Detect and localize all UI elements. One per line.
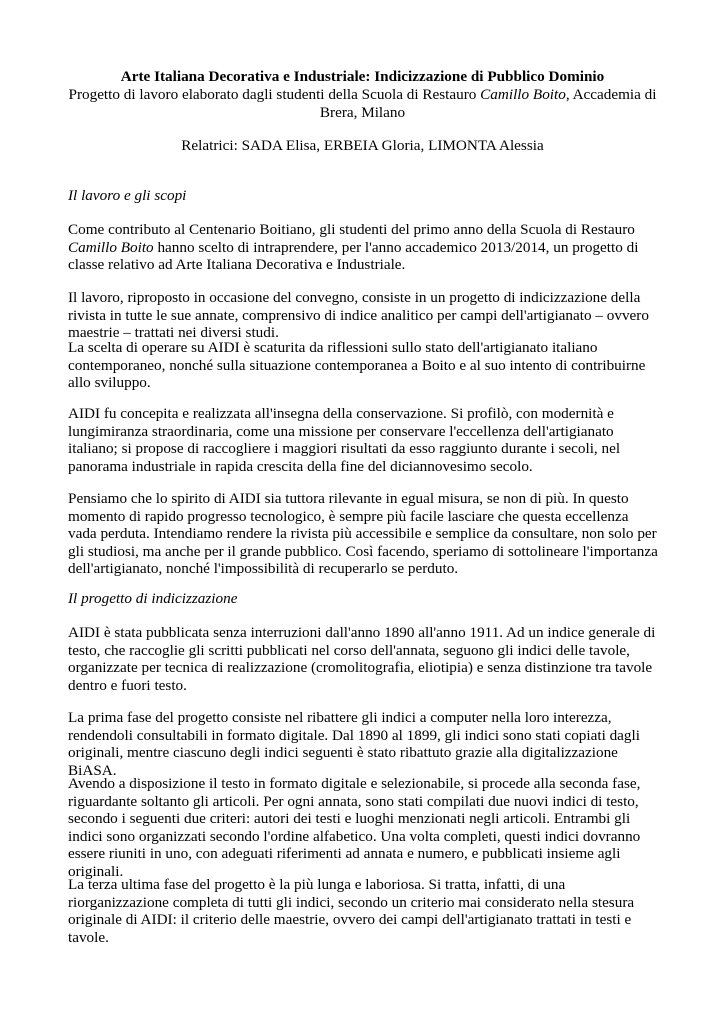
paragraph-contributo-school: Camillo Boito <box>68 238 154 256</box>
subtitle-text-start: Progetto di lavoro elaborato dagli studenti della Scuola di Restauro <box>68 86 481 103</box>
paragraph-scelta: La scelta di operare su AIDI è scaturita da riflessioni sullo stato dell'artigianato italiano contemporaneo, nonché sulla situazione contemporanea a Boito e al suo intento di contribuirne allo sviluppo. <box>68 339 646 392</box>
paragraph-contributo <box>68 221 660 274</box>
paragraph-prima-fase: La prima fase del progetto consiste nel ribattere gli indici a computer nella loro interezza, rendendoli consultabili in formato digitale. Dal 1890 al 1899, gli indici sono stati copiati dagli originali, mentre ciascuno degli indici seguenti è stato ribattuto grazie alla digitalizzazione BiASA. <box>68 709 640 779</box>
paragraph-lavoro: Il lavoro, riproposto in occasione del convegno, consiste in un progetto di indicizzazione della rivista in tutte le sue annate, comprensivo di indice analitico per campi dell'artigianato – ovvero maestrie – trattati nei diversi studi. <box>68 289 649 342</box>
paragraph-spirito: Pensiamo che lo spirito di AIDI sia tuttora rilevante in egual misura, se non di più. In questo momento di rapido progresso tecnologico, è sempre più facile lasciare che questa eccellenza vada perduta. Intendiamo rendere la rivista più accessibile e semplice da consultare, non solo per gli studiosi, ma anche per il grande pubblico. Così facendo, speriamo di sottolineare l'importanza dell'artigianato, nonché l'impossibilità di recuperarlo se perduto. <box>68 490 658 578</box>
paragraph-conservazione: AIDI fu concepita e realizzata all'insegna della conservazione. Si profilò, con modernità e lungimiranza straordinaria, come una missione per conservare l'eccellenza dell'artigianato italiano; si propose di raccogliere i maggiori risultati da esso raggiunto durante i secoli, nel panorama industriale in rapida crescita della fine del diciannovesimo secolo. <box>68 405 621 475</box>
subtitle-text-end: , Accademia di Brera, Milano <box>319 86 657 121</box>
paragraph-pubblicazione: AIDI è stata pubblicata senza interruzioni dall'anno 1890 all'anno 1911. Ad un indice generale di testo, che raccoglie gli scritti pubblicati nel corso dell'annata, seguono gli indici delle tavole, organizzate per tecnica di realizzazione (cromolitografia, eliotipia) e senza distinzione tra tavole dentro e fuori testo. <box>68 624 656 694</box>
speakers-line: Relatrici: SADA Elisa, ERBEIA Gloria, LIMONTA Alessia <box>181 137 544 154</box>
section-heading-lavoro: Il lavoro e gli scopi <box>68 187 187 204</box>
paragraph-contributo-end: hanno scelto di intraprendere, per l'anno accademico 2013/2014, un progetto di classe relativo ad Arte Italiana Decorativa e Industriale. <box>68 238 639 274</box>
paragraph-contributo-start: Come contributo al Centenario Boitiano, gli studenti del primo anno della Scuola di Restauro <box>68 221 635 238</box>
paragraph-terza-fase: La terza ultima fase del progetto è la più lunga e laboriosa. Si tratta, infatti, di una riorganizzazione completa di tutti gli indici, secondo un criterio mai considerato nella stesura originale di AIDI: il criterio delle maestrie, ovvero dei campi dell'artigianato trattati in testi e tavole. <box>68 876 635 946</box>
section-heading-progetto: Il progetto di indicizzazione <box>68 590 238 607</box>
paragraph-seconda-fase: Avendo a disposizione il testo in formato digitale e selezionabile, si procede alla seconda fase, riguardante soltanto gli articoli. Per ogni annata, sono stati compilati due nuovi indici di testo, secondo i seguenti due criteri: autori dei testi e luoghi menzionati negli articoli. Entrambi gli indici sono organizzati secondo l'ordine alfabetico. Una volta completi, questi indici dovranno essere riuniti in uno, con adeguati riferimenti ad annata e numero, e pubblicati insieme agli originali. <box>68 775 641 880</box>
document-subtitle <box>60 86 665 121</box>
document-title: Arte Italiana Decorativa e Industriale: Indicizzazione di Pubblico Dominio <box>120 68 605 85</box>
subtitle-school-name: Camillo Boito <box>480 86 566 103</box>
